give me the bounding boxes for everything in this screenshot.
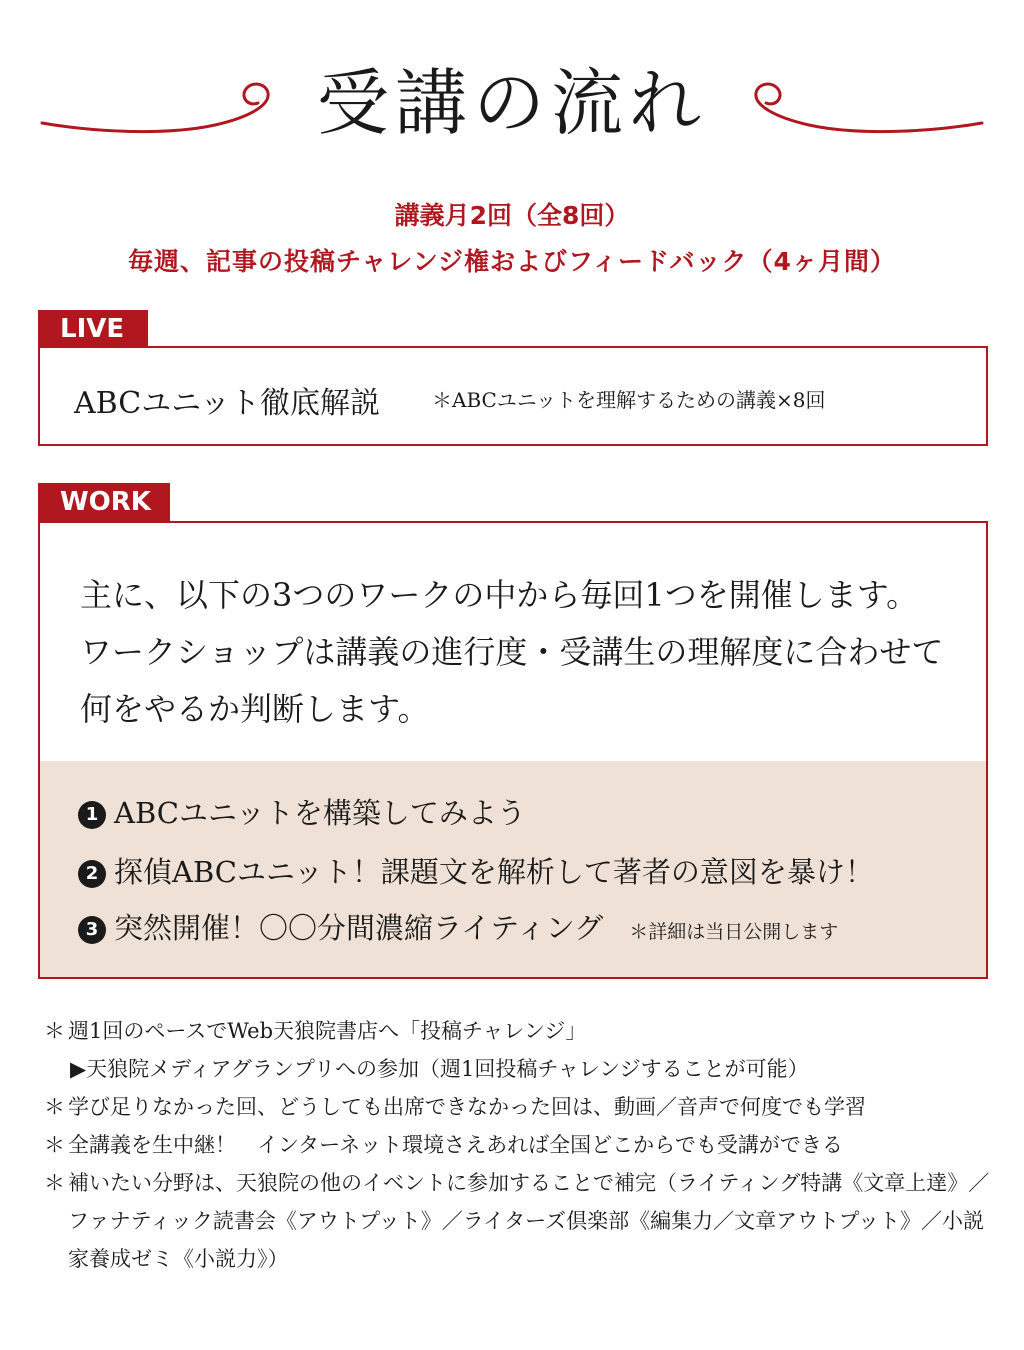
- work-box: [38, 521, 988, 979]
- note-text: 学び足りなかった回、どうしても出席できなかった回は、動画／音声で何度でも学習: [68, 1095, 866, 1119]
- notes-list: [44, 1012, 994, 1278]
- work-item-text: 突然開催！〇〇分間濃縮ライティング: [114, 911, 604, 945]
- number-badge-icon: 1: [78, 801, 106, 829]
- work-item: [78, 791, 526, 832]
- asterisk-mark: ＊: [44, 1133, 65, 1157]
- note-text: 補いたい分野は、天狼院の他のイベントに参加することで補完（ライティング特講《文章上達》／ファナティック読書会《アウトプット》／ライターズ倶楽部《編集力／文章アウトプット》／小説家養成ゼミ《小説力》）: [68, 1171, 990, 1271]
- asterisk-mark: ＊: [44, 1171, 65, 1195]
- feedback-subtitle: 毎週、記事の投稿チャレンジ権およびフィードバック（4ヶ月間）: [128, 247, 896, 276]
- work-item-note: ＊詳細は当日公開します: [629, 921, 839, 943]
- live-box: [38, 346, 988, 446]
- work-tab-label: WORK: [38, 483, 170, 521]
- asterisk-mark: ＊: [44, 1019, 65, 1043]
- work-item-text: ABCユニットを構築してみよう: [114, 796, 526, 830]
- flourish-right-decoration: [734, 75, 984, 145]
- note-item: [44, 1164, 994, 1278]
- work-description: [80, 567, 960, 738]
- work-item: [78, 850, 874, 891]
- work-line: ワークショップは講義の進行度・受講生の理解度に合わせて: [80, 633, 944, 671]
- header: [0, 55, 1024, 165]
- note-item: [44, 1126, 994, 1164]
- work-item: [78, 906, 838, 947]
- asterisk-mark: ＊: [44, 1095, 65, 1119]
- note-item: [44, 1012, 994, 1050]
- number-badge-icon: 3: [78, 916, 106, 944]
- note-text: 週1回のペースでWeb天狼院書店へ「投稿チャレンジ」: [68, 1019, 587, 1043]
- schedule-subtitle: 講義月2回（全8回）: [394, 201, 630, 230]
- note-text: 全講義を生中継！ インターネット環境さえあれば全国どこからでも受講ができる: [68, 1133, 843, 1157]
- note-item: [44, 1088, 994, 1126]
- live-tab-label: LIVE: [38, 310, 148, 348]
- work-items-panel: [40, 761, 986, 977]
- work-line: 何をやるか判断します。: [80, 690, 430, 728]
- live-main-text: ABCユニット徹底解説: [74, 386, 381, 421]
- live-note: ＊ABCユニットを理解するための講義×8回: [432, 388, 826, 412]
- number-badge-icon: 2: [78, 860, 106, 888]
- page-title: 受講の流れ: [316, 61, 707, 145]
- work-item-text: 探偵ABCユニット！課題文を解析して著者の意図を暴け！: [114, 855, 874, 889]
- work-line: 主に、以下の3つのワークの中から毎回1つを開催します。: [80, 576, 919, 614]
- note-subitem: ▶天狼院メディアグランプリへの参加（週1回投稿チャレンジすることが可能）: [70, 1057, 809, 1081]
